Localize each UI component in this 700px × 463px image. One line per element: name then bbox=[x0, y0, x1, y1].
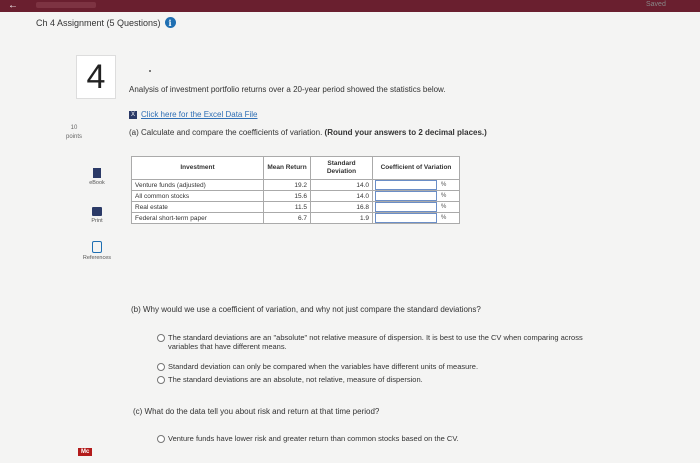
table-row bbox=[132, 213, 460, 224]
table-row bbox=[132, 191, 460, 202]
print-button[interactable] bbox=[80, 207, 114, 224]
investment-name: Venture funds (adjusted) bbox=[132, 180, 264, 191]
ebook-button[interactable] bbox=[80, 168, 114, 186]
mean-return: 15.6 bbox=[264, 191, 311, 202]
ebook-label: eBook bbox=[89, 180, 105, 186]
part-b-option-3[interactable] bbox=[157, 375, 423, 384]
points-label: points bbox=[66, 134, 83, 140]
investment-name: All common stocks bbox=[132, 191, 264, 202]
excel-data-link-row bbox=[129, 110, 258, 119]
brand-badge: Mc bbox=[78, 448, 92, 456]
option-text: The standard deviations are an absolute, not relative, measure of dispersion. bbox=[168, 375, 423, 384]
excel-file-icon: X bbox=[130, 111, 135, 118]
question-number: 4 bbox=[76, 55, 116, 99]
title-strip bbox=[36, 2, 96, 8]
cv-cell bbox=[373, 191, 460, 202]
header-standard-deviation: Standard Deviation bbox=[311, 157, 373, 180]
mean-return: 6.7 bbox=[264, 213, 311, 224]
investment-name: Real estate bbox=[132, 202, 264, 213]
percent-unit: % bbox=[441, 215, 447, 221]
table-header-row bbox=[132, 157, 460, 180]
header-coefficient-of-variation: Coefficient of Variation bbox=[373, 157, 460, 180]
part-a-text: (a) Calculate and compare the coefficients of variation. bbox=[129, 128, 323, 137]
percent-unit: % bbox=[441, 204, 447, 210]
statistics-table bbox=[131, 156, 460, 224]
option-text bbox=[168, 333, 583, 351]
percent-unit: % bbox=[441, 193, 447, 199]
table-row bbox=[132, 180, 460, 191]
radio-button[interactable] bbox=[157, 334, 165, 342]
standard-deviation: 1.9 bbox=[311, 213, 373, 224]
header-mean-return: Mean Return bbox=[264, 157, 311, 180]
mean-return: 11.5 bbox=[264, 202, 311, 213]
question-intro: Analysis of investment portfolio returns over a 20-year period showed the statistics below. bbox=[129, 85, 446, 94]
excel-data-link[interactable]: Click here for the Excel Data File bbox=[141, 110, 258, 119]
percent-unit: % bbox=[441, 182, 447, 188]
references-icon bbox=[92, 241, 102, 253]
references-button[interactable] bbox=[80, 241, 114, 261]
investment-name: Federal short-term paper bbox=[132, 213, 264, 224]
points-box bbox=[66, 124, 82, 142]
points-value: 10 bbox=[70, 125, 78, 131]
cv-input[interactable] bbox=[375, 191, 437, 201]
top-bar bbox=[0, 0, 700, 12]
cv-input[interactable] bbox=[375, 180, 437, 190]
part-b-option-2[interactable] bbox=[157, 362, 478, 371]
info-icon[interactable]: i bbox=[165, 17, 176, 28]
references-label: References bbox=[82, 255, 112, 261]
option-text: Standard deviation can only be compared when the variables have different units of measure. bbox=[168, 362, 479, 371]
saved-status: Saved bbox=[646, 1, 666, 8]
standard-deviation: 14.0 bbox=[311, 191, 373, 202]
cv-cell bbox=[373, 180, 460, 191]
part-a-instruction bbox=[129, 128, 487, 137]
cv-cell bbox=[373, 213, 460, 224]
option-text-line-1: The standard deviations are an "absolute" not relative measure of dispersion. It is best to use the CV when comparing across bbox=[168, 333, 583, 342]
back-arrow-icon[interactable]: ← bbox=[8, 0, 18, 11]
part-c-question: (c) What do the data tell you about risk and return at that time period? bbox=[133, 407, 380, 416]
radio-button[interactable] bbox=[157, 376, 165, 384]
print-icon bbox=[92, 207, 102, 216]
table-row bbox=[132, 202, 460, 213]
part-a-rounding-note: (Round your answers to 2 decimal places.) bbox=[324, 128, 487, 137]
part-b-option-1[interactable] bbox=[157, 333, 583, 351]
mean-return: 19.2 bbox=[264, 180, 311, 191]
print-label: Print bbox=[91, 218, 103, 224]
assignment-title-text: Ch 4 Assignment (5 Questions) bbox=[36, 17, 161, 28]
cv-input[interactable] bbox=[375, 213, 437, 223]
cv-cell bbox=[373, 202, 460, 213]
ebook-icon bbox=[93, 168, 101, 178]
radio-button[interactable] bbox=[157, 363, 165, 371]
bullet-dot bbox=[149, 70, 151, 72]
cv-input[interactable] bbox=[375, 202, 437, 212]
part-b-question: (b) Why would we use a coefficient of variation, and why not just compare the standard deviations? bbox=[131, 305, 481, 314]
standard-deviation: 14.0 bbox=[311, 180, 373, 191]
standard-deviation: 16.8 bbox=[311, 202, 373, 213]
radio-button[interactable] bbox=[157, 435, 165, 443]
option-text-line-2: variables that have different means. bbox=[168, 342, 287, 351]
assignment-title bbox=[36, 17, 176, 28]
header-investment: Investment bbox=[132, 157, 264, 180]
part-c-option-1[interactable] bbox=[157, 434, 459, 443]
option-text: Venture funds have lower risk and greater return than common stocks based on the CV. bbox=[168, 434, 459, 443]
